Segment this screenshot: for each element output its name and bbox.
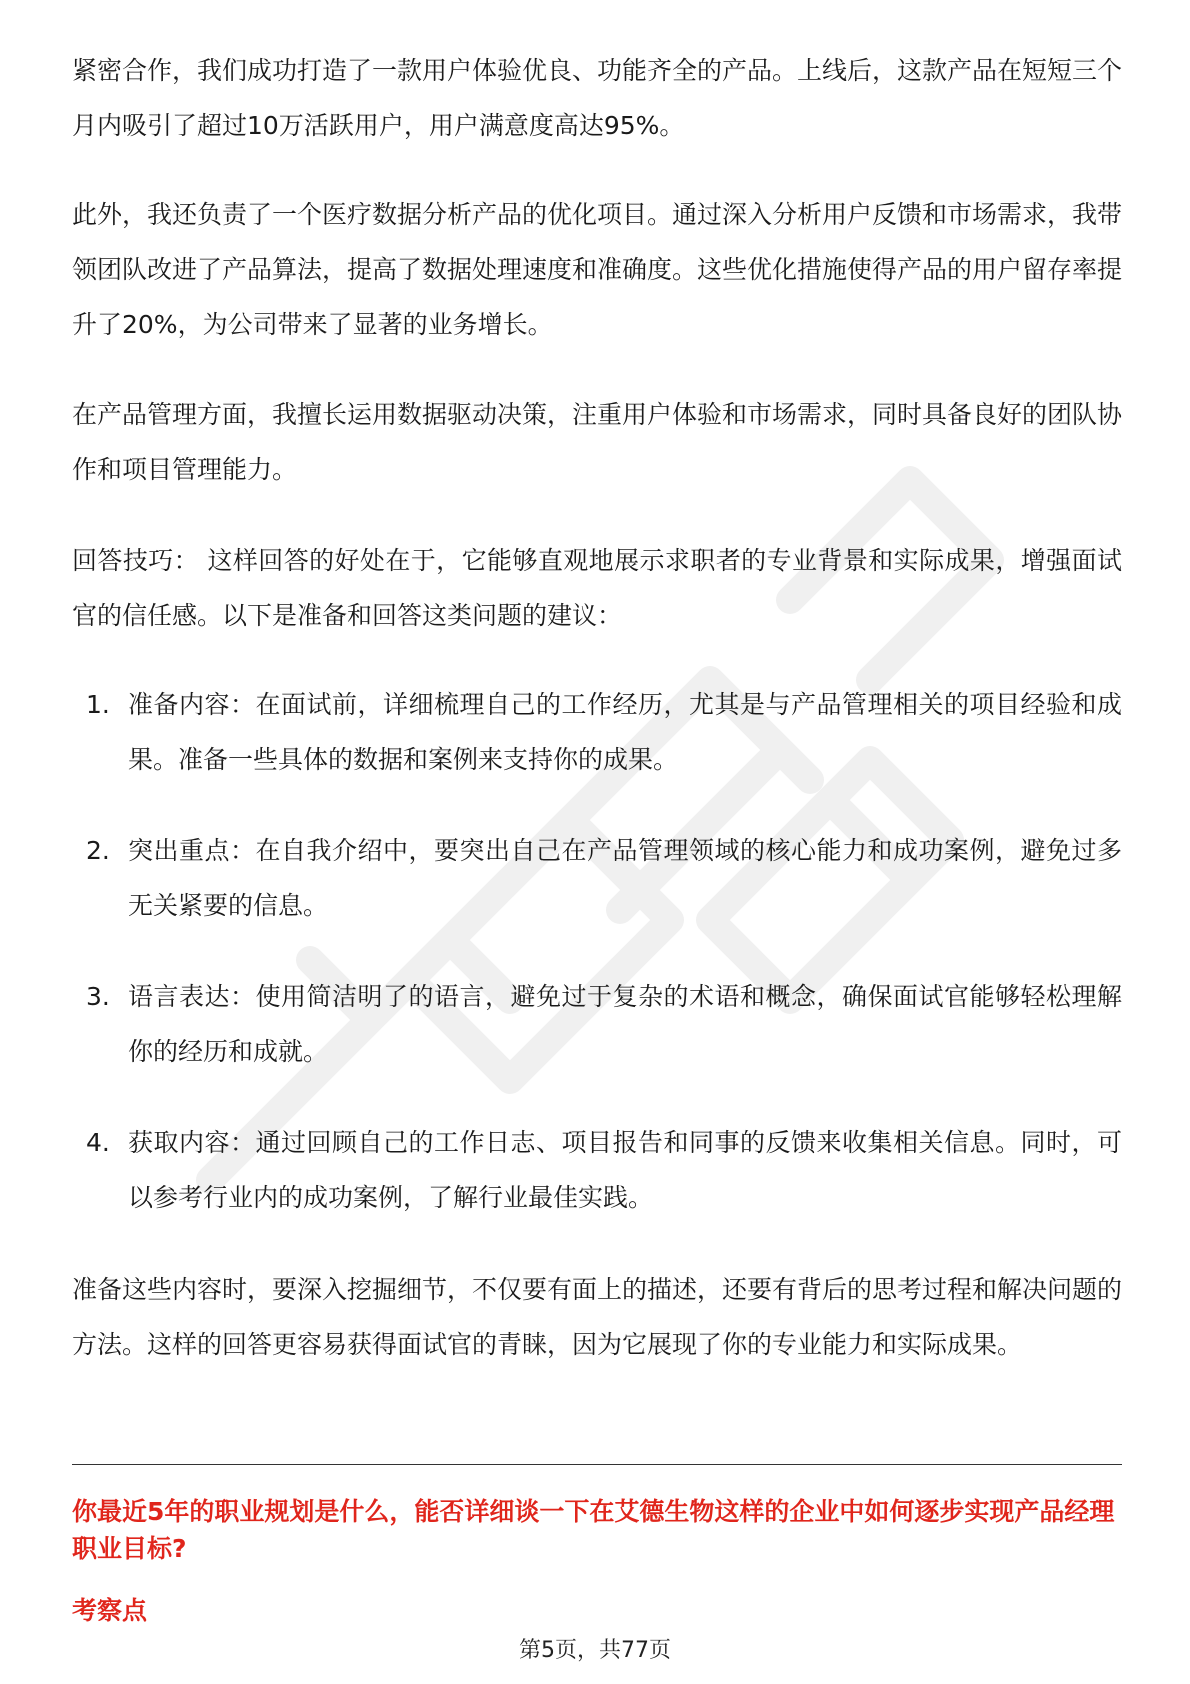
- interview-question: 你最近5年的职业规划是什么，能否详细谈一下在艾德生物这样的企业中如何逐步实现产品经理职业目标?: [72, 1497, 1115, 1563]
- paragraph-achievement: 紧密合作，我们成功打造了一款用户体验优良、功能齐全的产品。上线后，这款产品在短短三个月内吸引了超过10万活跃用户，用户满意度高达95%。: [72, 56, 1123, 140]
- list-item: [72, 1115, 1122, 1225]
- list-item: [72, 823, 1122, 933]
- paragraph-optimization: 此外，我还负责了一个医疗数据分析产品的优化项目。通过深入分析用户反馈和市场需求，我带领团队改进了产品算法，提高了数据处理速度和准确度。这些优化措施使得产品的用户留存率提升了20%，为公司带来了显著的业务增长。: [72, 200, 1123, 339]
- tips-list: [72, 677, 1122, 1261]
- paragraph-conclusion: 准备这些内容时，要深入挖掘细节，不仅要有面上的描述，还要有背后的思考过程和解决问题的方法。这样的回答更容易获得面试官的青睐，因为它展现了你的专业能力和实际成果。: [72, 1275, 1123, 1359]
- list-item-number: 2.: [86, 836, 110, 865]
- paragraph-answer-tips: 回答技巧： 这样回答的好处在于，它能够直观地展示求职者的专业背景和实际成果，增强面试官的信任感。以下是准备和回答这类问题的建议：: [72, 546, 1122, 630]
- section-subheading: 考察点: [72, 1596, 148, 1625]
- list-item-number: 3.: [86, 982, 110, 1011]
- list-item-text: 获取内容：通过回顾自己的工作日志、项目报告和同事的反馈来收集相关信息。同时，可以参考行业内的成功案例，了解行业最佳实践。: [128, 1128, 1122, 1212]
- list-item-number: 1.: [86, 690, 110, 719]
- paragraph-management-skills: 在产品管理方面，我擅长运用数据驱动决策，注重用户体验和市场需求，同时具备良好的团队协作和项目管理能力。: [72, 400, 1123, 484]
- list-item-number: 4.: [86, 1128, 110, 1157]
- list-item: [72, 677, 1122, 787]
- list-item-text: 语言表达：使用简洁明了的语言，避免过于复杂的术语和概念，确保面试官能够轻松理解你的经历和成就。: [128, 982, 1122, 1066]
- list-item-text: 准备内容：在面试前，详细梳理自己的工作经历，尤其是与产品管理相关的项目经验和成果。准备一些具体的数据和案例来支持你的成果。: [128, 690, 1122, 774]
- list-item: [72, 969, 1122, 1079]
- list-item-text: 突出重点：在自我介绍中，要突出自己在产品管理领域的核心能力和成功案例，避免过多无关紧要的信息。: [128, 836, 1122, 920]
- section-divider: [72, 1464, 1122, 1465]
- page-number: 第5页，共77页: [519, 1638, 671, 1663]
